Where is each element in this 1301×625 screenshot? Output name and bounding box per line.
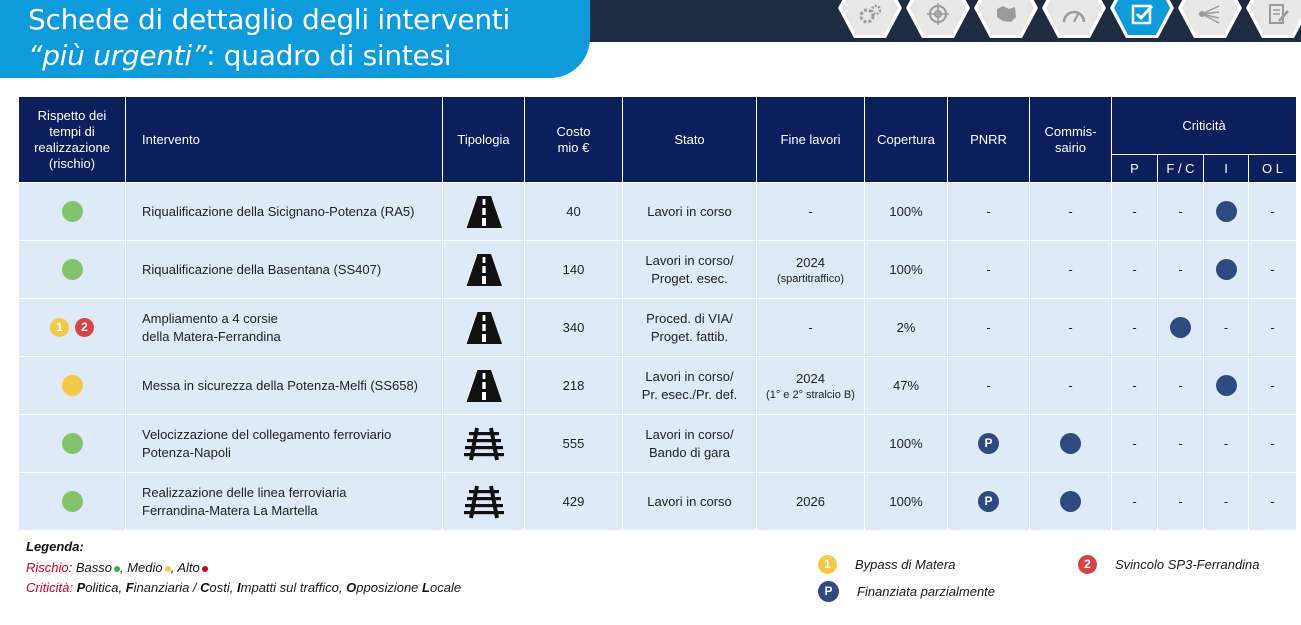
- cell-commissario: [1030, 183, 1112, 241]
- legend-svincolo-label: Svincolo SP3-Ferrandina: [1115, 557, 1260, 572]
- risk-badge-2: 2: [75, 318, 94, 337]
- cell-fine-lavori: [757, 299, 865, 357]
- nav-hex-target[interactable]: [906, 0, 970, 38]
- legend-bypass: [818, 555, 955, 574]
- interventions-table: [18, 96, 1297, 531]
- stato-line-1: Lavori in corso: [647, 203, 732, 219]
- intervento-line-1: Riqualificazione della Basentana (SS407): [142, 261, 382, 277]
- costo-value: 429: [562, 493, 585, 509]
- railway-icon: [464, 427, 504, 461]
- table-row: [19, 299, 1297, 357]
- legend-rischio-alto: , Alto: [170, 560, 200, 575]
- commissario-value: -: [1068, 377, 1073, 393]
- cell-crit-ol: [1249, 473, 1297, 531]
- cell-crit-p: [1112, 473, 1158, 531]
- legend-rischio: [26, 556, 461, 580]
- stato-line-1: Lavori in corso/: [645, 426, 734, 442]
- cell-tipologia: [443, 415, 525, 473]
- intervento-line-1: Realizzazione delle linea ferroviaria: [142, 484, 347, 500]
- legend-crit-o: O: [346, 580, 357, 595]
- pnrr-value: -: [986, 203, 991, 219]
- legend-crit-f-rest: inanziaria /: [133, 580, 201, 595]
- title-rest: : quadro di sintesi: [206, 39, 452, 72]
- nav-hex-checklist[interactable]: [1110, 0, 1174, 38]
- cell-pnrr: [948, 357, 1030, 415]
- crit-ol-value: -: [1270, 435, 1275, 451]
- header-crit-ol: O L: [1249, 155, 1297, 183]
- table-row: [19, 473, 1297, 531]
- cell-crit-fc: [1158, 415, 1204, 473]
- road-icon: [464, 253, 504, 287]
- table-row: [19, 241, 1297, 299]
- nav-hex-map[interactable]: [974, 0, 1038, 38]
- risk-badge-1: 1: [50, 318, 69, 337]
- header-rispetto: Rispetto dei tempi di realizzazione (rischio): [19, 97, 126, 183]
- cell-intervento: [126, 241, 443, 299]
- crit-ol-value: -: [1270, 377, 1275, 393]
- cell-copertura: [865, 357, 948, 415]
- cell-commissario: [1030, 299, 1112, 357]
- stato-line-1: Lavori in corso/: [645, 368, 734, 384]
- cell-pnrr: [948, 241, 1030, 299]
- risk-dot-green: [62, 259, 83, 280]
- cell-intervento: [126, 183, 443, 241]
- criticality-dot: [1216, 201, 1237, 222]
- legend-criticita: Criticità: Politica, Finanziaria / Costi, Impatti sul traffico, Opposizione Locale: [26, 580, 462, 595]
- legend-crit-c: C: [200, 580, 210, 595]
- cell-fine-lavori: [757, 241, 865, 299]
- cell-pnrr: [948, 473, 1030, 531]
- document-edit-icon: [1265, 3, 1291, 25]
- cell-risk: [19, 241, 126, 299]
- crit-i-value: -: [1223, 493, 1229, 509]
- legend-red-dot: [202, 566, 208, 572]
- legend-crit-i-rest: mpatti sul traffico,: [240, 580, 347, 595]
- gauge-icon: [1061, 3, 1087, 25]
- legend-svincolo: [1078, 555, 1260, 574]
- pnrr-value: -: [986, 377, 991, 393]
- road-icon: [464, 311, 504, 345]
- cell-risk: [19, 299, 126, 357]
- crit-i-value: -: [1223, 319, 1229, 335]
- costo-value: 140: [562, 261, 585, 277]
- cell-fine-lavori: [757, 473, 865, 531]
- crit-p-value: -: [1132, 203, 1137, 219]
- criticality-dot: [1060, 433, 1081, 454]
- cell-commissario: [1030, 241, 1112, 299]
- fine-line-1: 2026: [796, 493, 825, 509]
- checklist-icon: [1129, 3, 1155, 25]
- risk-dot-green: [62, 491, 83, 512]
- cell-stato: [623, 299, 757, 357]
- cell-intervento: [126, 415, 443, 473]
- legend-p-label: Finanziata parzialmente: [857, 584, 996, 599]
- criticality-dot: [1060, 491, 1081, 512]
- cell-fine-lavori: [757, 357, 865, 415]
- nav-hex-network[interactable]: [1178, 0, 1242, 38]
- cell-crit-p: [1112, 183, 1158, 241]
- criticality-dot: [1216, 259, 1237, 280]
- cell-tipologia: [443, 473, 525, 531]
- section-nav: [838, 0, 1301, 40]
- cell-stato: [623, 357, 757, 415]
- cell-copertura: [865, 415, 948, 473]
- copertura-value: 47%: [892, 377, 920, 393]
- header-crit-p: P: [1112, 155, 1158, 183]
- intervento-line-1: Ampliamento a 4 corsie: [142, 310, 278, 326]
- table-row: [19, 415, 1297, 473]
- legend-crit-p: P: [76, 580, 86, 595]
- crit-fc-value: -: [1178, 203, 1183, 219]
- cell-crit-i: [1204, 241, 1249, 299]
- criticality-dot: [1216, 375, 1237, 396]
- costo-value: 218: [562, 377, 585, 393]
- crit-p-value: -: [1132, 493, 1137, 509]
- partial-funding-badge: P: [978, 433, 999, 454]
- fine-line-1: -: [808, 203, 813, 219]
- nav-hex-gauge[interactable]: [1042, 0, 1106, 38]
- commissario-value: -: [1068, 319, 1073, 335]
- costo-value: 40: [566, 203, 581, 219]
- cell-tipologia: [443, 183, 525, 241]
- cell-crit-fc: [1158, 357, 1204, 415]
- page-title: [0, 0, 590, 78]
- stato-line-1: Proced. di VIA/: [646, 310, 733, 326]
- header-crit-i: I: [1204, 155, 1249, 183]
- copertura-value: 100%: [889, 493, 923, 509]
- legend-partial: [818, 581, 995, 602]
- table-row: [19, 183, 1297, 241]
- pnrr-value: -: [986, 261, 991, 277]
- cell-costo: [525, 357, 623, 415]
- stato-line-2: Proget. fattib.: [650, 328, 729, 344]
- cell-crit-ol: [1249, 415, 1297, 473]
- cell-tipologia: [443, 357, 525, 415]
- cell-copertura: [865, 299, 948, 357]
- cell-stato: [623, 473, 757, 531]
- legend-crit-l: L: [422, 580, 430, 595]
- legend-bypass-badge: 1: [818, 555, 837, 574]
- crit-fc-value: -: [1178, 377, 1183, 393]
- header-fine-lavori: Fine lavori: [757, 97, 865, 183]
- cell-risk: [19, 415, 126, 473]
- table-row: [19, 357, 1297, 415]
- cell-crit-fc: [1158, 299, 1204, 357]
- cell-pnrr: [948, 415, 1030, 473]
- cell-costo: [525, 415, 623, 473]
- cell-crit-i: [1204, 357, 1249, 415]
- criticality-dot: [1170, 317, 1191, 338]
- cell-costo: [525, 183, 623, 241]
- fine-line-1: -: [808, 319, 813, 335]
- copertura-value: 100%: [889, 435, 923, 451]
- cell-commissario: [1030, 473, 1112, 531]
- cell-crit-fc: [1158, 473, 1204, 531]
- stato-line-1: Lavori in corso/: [645, 252, 734, 268]
- commissario-value: -: [1068, 261, 1073, 277]
- header-pnrr: PNRR: [948, 97, 1030, 183]
- legend-p-badge: P: [818, 581, 839, 602]
- map-icon: [993, 3, 1019, 25]
- cell-fine-lavori: [757, 415, 865, 473]
- header-intervento: Intervento: [126, 97, 443, 183]
- crit-p-value: -: [1132, 319, 1137, 335]
- legend-crit-o-rest: pposizione: [356, 580, 423, 595]
- legend-rischio-medio: , Medio: [119, 560, 163, 575]
- crit-fc-value: -: [1178, 261, 1183, 277]
- pnrr-value: -: [986, 319, 991, 335]
- header-costo: Costo mio €: [525, 97, 623, 183]
- cell-crit-i: [1204, 299, 1249, 357]
- header-criticita: Criticità: [1112, 97, 1297, 155]
- cell-copertura: [865, 183, 948, 241]
- risk-dot-yellow: [62, 375, 83, 396]
- stato-line-2: Pr. esec./Pr. def.: [641, 386, 738, 402]
- cell-crit-p: [1112, 415, 1158, 473]
- stato-line-1: Lavori in corso: [647, 493, 732, 509]
- commissario-value: -: [1068, 203, 1073, 219]
- crit-p-value: -: [1132, 261, 1137, 277]
- cell-crit-ol: [1249, 299, 1297, 357]
- title-italic: “più urgenti”: [28, 39, 207, 72]
- header-copertura: Copertura: [865, 97, 948, 183]
- cell-costo: [525, 241, 623, 299]
- intervento-line-2: Ferrandina-Matera La Martella: [142, 502, 318, 518]
- target-icon: [925, 3, 951, 25]
- title-line-1: Schede di dettaglio degli interventi: [28, 3, 510, 36]
- cell-crit-p: [1112, 357, 1158, 415]
- cell-crit-i: [1204, 415, 1249, 473]
- legend-crit-f: F: [125, 580, 134, 595]
- intervento-line-1: Velocizzazione del collegamento ferroviario: [142, 426, 392, 442]
- nav-hex-document[interactable]: [1246, 0, 1301, 38]
- cell-crit-i: [1204, 473, 1249, 531]
- cell-crit-i: [1204, 183, 1249, 241]
- fine-line-1: 2024: [796, 370, 825, 386]
- fine-line-2: (spartitraffico): [776, 272, 845, 285]
- nav-hex-gears[interactable]: [838, 0, 902, 38]
- cell-stato: [623, 415, 757, 473]
- intervento-line-1: Riqualificazione della Sicignano-Potenza (RA5): [142, 203, 415, 219]
- cell-tipologia: [443, 299, 525, 357]
- legend-rischio-label: Rischio: [26, 560, 69, 575]
- fine-line-2: (1° e 2° stralcio B): [766, 388, 855, 401]
- header-tipologia: Tipologia: [443, 97, 525, 183]
- costo-value: 555: [562, 435, 585, 451]
- crit-fc-value: -: [1178, 435, 1183, 451]
- cell-fine-lavori: [757, 183, 865, 241]
- intervento-line-2: Potenza-Napoli: [142, 444, 231, 460]
- cell-crit-p: [1112, 299, 1158, 357]
- cell-intervento: [126, 473, 443, 531]
- intervento-line-2: della Matera-Ferrandina: [142, 328, 281, 344]
- copertura-value: 100%: [889, 203, 923, 219]
- crit-fc-value: -: [1178, 493, 1183, 509]
- cell-crit-fc: [1158, 241, 1204, 299]
- cell-copertura: [865, 473, 948, 531]
- cell-intervento: [126, 299, 443, 357]
- network-icon: [1197, 3, 1223, 25]
- crit-i-value: -: [1223, 435, 1229, 451]
- cell-tipologia: [443, 241, 525, 299]
- cell-risk: [19, 473, 126, 531]
- cell-costo: [525, 473, 623, 531]
- cell-commissario: [1030, 357, 1112, 415]
- legend-svincolo-badge: 2: [1078, 555, 1097, 574]
- cell-pnrr: [948, 299, 1030, 357]
- road-icon: [464, 195, 504, 229]
- legend-rischio-basso: : Basso: [68, 560, 112, 575]
- crit-ol-value: -: [1270, 319, 1275, 335]
- cell-crit-ol: [1249, 357, 1297, 415]
- cell-crit-ol: [1249, 183, 1297, 241]
- crit-p-value: -: [1132, 435, 1137, 451]
- cell-intervento: [126, 357, 443, 415]
- cell-commissario: [1030, 415, 1112, 473]
- legend-crit-i: I: [237, 580, 241, 595]
- cell-crit-ol: [1249, 241, 1297, 299]
- header-stato: Stato: [623, 97, 757, 183]
- copertura-value: 2%: [896, 319, 916, 335]
- legend: [26, 538, 461, 596]
- stato-line-2: Bando di gara: [649, 444, 730, 460]
- header-commissario: Commis-sairio: [1030, 97, 1112, 183]
- crit-ol-value: -: [1270, 261, 1275, 277]
- legend-crit-p-rest: olitica,: [85, 580, 126, 595]
- intervento-line-1: Messa in sicurezza della Potenza-Melfi (SS658): [142, 377, 419, 393]
- cell-stato: [623, 241, 757, 299]
- legend-bypass-label: Bypass di Matera: [855, 557, 956, 572]
- cell-stato: [623, 183, 757, 241]
- fine-line-1: 2024: [796, 254, 825, 270]
- road-icon: [464, 369, 504, 403]
- railway-icon: [464, 485, 504, 519]
- cell-copertura: [865, 241, 948, 299]
- gears-icon: [857, 3, 883, 25]
- cell-costo: [525, 299, 623, 357]
- crit-ol-value: -: [1270, 203, 1275, 219]
- stato-line-2: Proget. esec.: [651, 270, 728, 286]
- crit-ol-value: -: [1270, 493, 1275, 509]
- risk-dot-green: [62, 433, 83, 454]
- cell-crit-fc: [1158, 183, 1204, 241]
- risk-dot-green: [62, 201, 83, 222]
- cell-risk: [19, 183, 126, 241]
- legend-title: Legenda:: [26, 539, 84, 554]
- legend-criticita-label: Criticità: [26, 580, 70, 595]
- copertura-value: 100%: [889, 261, 923, 277]
- title-line-2: [28, 38, 590, 74]
- crit-p-value: -: [1132, 377, 1137, 393]
- cell-pnrr: [948, 183, 1030, 241]
- cell-risk: [19, 357, 126, 415]
- header-crit-fc: F / C: [1158, 155, 1204, 183]
- legend-crit-c-rest: osti,: [209, 580, 238, 595]
- partial-funding-badge: P: [978, 491, 999, 512]
- cell-crit-p: [1112, 241, 1158, 299]
- costo-value: 340: [562, 319, 585, 335]
- legend-crit-l-rest: ocale: [429, 580, 462, 595]
